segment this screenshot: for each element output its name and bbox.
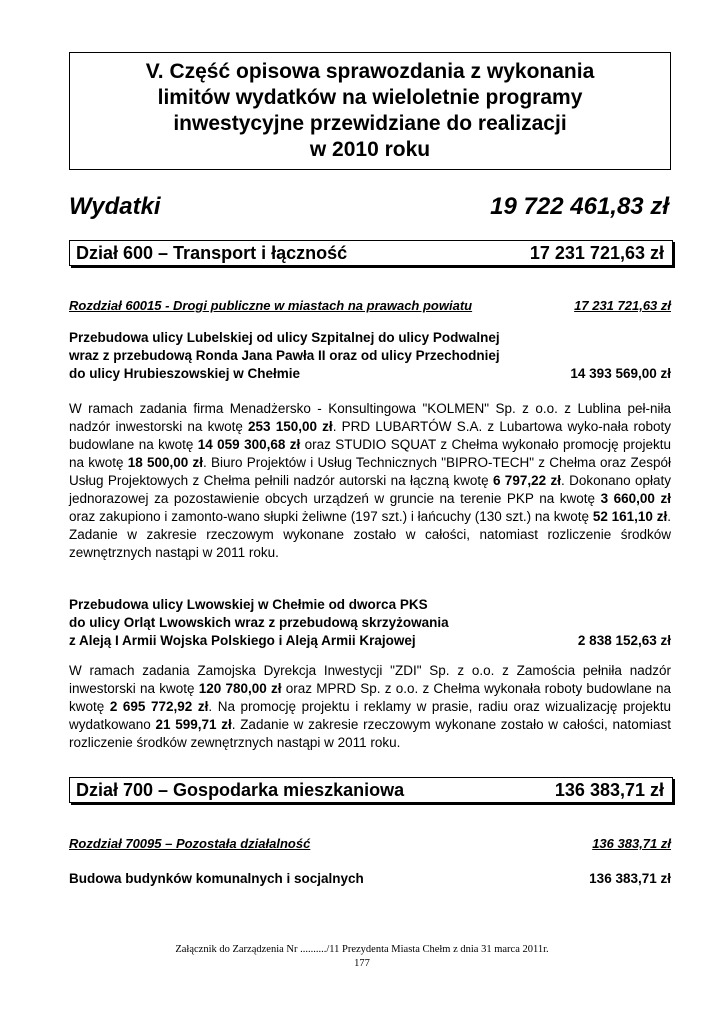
desc-text: oraz zakupiono i zamonto-wano słupki żeliwne (197 szt.) i łańcuchy (130 szt.) na kwotę (69, 509, 593, 524)
task-lwowska-description (69, 662, 671, 752)
task-budynki (69, 870, 671, 888)
desc-amount: 52 161,10 zł (592, 509, 668, 524)
dzial-600-amount: 17 231 721,63 zł (529, 242, 664, 263)
rozdzial-70095-amount: 136 383,71 zł (592, 836, 671, 851)
desc-amount: 14 059 300,68 zł (197, 437, 301, 452)
section-title-box (69, 52, 671, 170)
page-number: 177 (354, 958, 370, 969)
rozdzial-60015-amount: 17 231 721,63 zł (574, 298, 671, 313)
task-lwowska (69, 596, 671, 650)
desc-text: W ramach zadania Zamojska Dyrekcja Inwestycji "ZDI" Sp. z o.o. z Zamościa pełniła nadzór inwestorski na kwotę (69, 663, 671, 696)
task-title-line: z Aleją I Armii Wojska Polskiego i Aleją Armii Krajowej (69, 633, 416, 648)
total-expenses-row (69, 193, 669, 221)
dzial-700-amount: 136 383,71 zł (554, 779, 664, 800)
rozdzial-60015-row (69, 298, 671, 313)
task-amount: 2 838 152,63 zł (577, 633, 671, 648)
rozdzial-60015-label: Rozdział 60015 - Drogi publiczne w miastach na prawach powiatu (69, 298, 473, 313)
dzial-600-label: Dział 600 – Transport i łączność (76, 242, 348, 263)
task-title-line: Przebudowa ulicy Lwowskiej w Chełmie od dworca PKS (69, 597, 428, 612)
dzial-700-label: Dział 700 – Gospodarka mieszkaniowa (76, 779, 405, 800)
total-expenses-label: Wydatki (69, 193, 161, 220)
desc-text: . PRD LUBARTÓW S.A. z Lubartowa wyko-nała roboty budowlane na kwotę (69, 419, 671, 452)
desc-amount: 253 150,00 zł (248, 419, 333, 434)
desc-text: . Biuro Projektów i Usług Technicznych "BIPRO-TECH" z Chełma oraz Zespół Usług Projektowych z Chełma pełnili nadzór autorski na łączną kwotę (69, 455, 671, 488)
task-title-line: wraz z przebudową Ronda Jana Pawła II oraz od ulicy Przechodniej (69, 348, 500, 363)
task-title-line: do ulicy Hrubieszowskiej w Chełmie (69, 366, 301, 381)
desc-text: . Zadanie w zakresie rzeczowym wykonane zostało w całości, natomiast rozliczenie środków zewnętrznych nastąpi w 2011 roku. (69, 717, 671, 750)
desc-amount: 18 500,00 zł (127, 455, 203, 470)
total-expenses-amount: 19 722 461,83 zł (490, 193, 669, 220)
desc-amount: 120 780,00 zł (198, 681, 282, 696)
title-line: V. Część opisowa sprawozdania z wykonania (145, 60, 595, 83)
dzial-600-box (69, 240, 673, 266)
desc-amount: 3 660,00 zł (600, 491, 671, 506)
rozdzial-70095-label: Rozdział 70095 – Pozostała działalność (69, 836, 311, 851)
desc-text: . Dokonano opłaty jednorazowej za pozostawienie obcych urządzeń w gruncie na terenie PKP na kwotę (69, 473, 671, 506)
desc-text: . Na promocję projektu i reklamy w prasie, radiu oraz wizualizację projektu wydatkowano (69, 699, 672, 732)
desc-amount: 6 797,22 zł (492, 473, 561, 488)
task-lubelska (69, 329, 671, 383)
title-line: inwestycyjne przewidziane do realizacji (173, 112, 567, 135)
desc-amount: 2 695 772,92 zł (109, 699, 209, 714)
desc-text: W ramach zadania firma Menadżersko - Konsultingowa "KOLMEN" Sp. z o.o. z Lublina peł-niła nadzór inwestorski na kwotę (69, 401, 671, 434)
title-line: w 2010 roku (309, 138, 431, 161)
desc-text: oraz MPRD Sp. z o.o. z Chełma wykonała roboty budowlane na kwotę (69, 681, 671, 714)
task-title-line: do ulicy Orląt Lwowskich wraz z przebudową skrzyżowania (69, 615, 449, 630)
task-amount: 14 393 569,00 zł (570, 366, 671, 381)
title-line: limitów wydatków na wieloletnie programy (157, 86, 583, 109)
dzial-700-box (69, 777, 673, 803)
task-lubelska-description (69, 400, 671, 562)
task-title-line: Budowa budynków komunalnych i socjalnych (69, 871, 364, 886)
desc-text: oraz STUDIO SQUAT z Chełma wykonało promocję projektu na kwotę (69, 437, 671, 470)
rozdzial-70095-row (69, 836, 671, 851)
footer-note: Załącznik do Zarządzenia Nr ........../11 Prezydenta Miasta Chełm z dnia 31 marca 2011r. (175, 944, 549, 955)
task-title-line: Przebudowa ulicy Lubelskiej od ulicy Szpitalnej do ulicy Podwalnej (69, 330, 500, 345)
page-footer (0, 943, 724, 971)
desc-text: . Zadanie w zakresie rzeczowym wykonane zostało w całości, natomiast rozliczenie środków zewnętrznych nastąpi w 2011 roku. (69, 509, 672, 560)
task-amount: 136 383,71 zł (589, 871, 671, 886)
desc-amount: 21 599,71 zł (155, 717, 232, 732)
